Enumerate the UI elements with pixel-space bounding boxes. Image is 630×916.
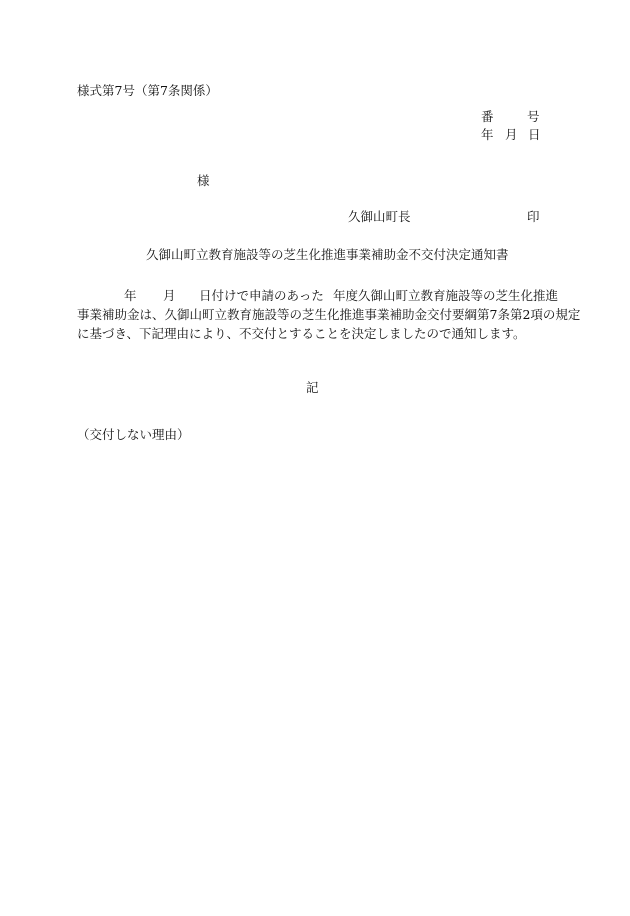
issuer-name: 久御山町長 (348, 209, 411, 224)
body-fiscal-year-text: 年度久御山町立教育施設等の芝生化推進 (333, 288, 559, 303)
ki-heading: 記 (306, 380, 319, 395)
body-line-3: に基づき、下記理由により、不交付とすることを決定しましたので通知します。 (77, 326, 526, 341)
reason-label: （交付しない理由） (77, 427, 190, 442)
body-month-label: 月 (163, 288, 176, 303)
notice-body (77, 288, 581, 347)
body-line-2: 事業補助金は、久御山町立教育施設等の芝生化推進事業補助金交付要綱第7条第2項の規定 (77, 307, 581, 322)
document-number-suffix: 号 (527, 109, 540, 124)
date-day-label: 日 (528, 127, 541, 142)
document-number-label: 番 (481, 109, 494, 124)
body-day-text: 日付けで申請のあった (199, 288, 324, 303)
date-year-label: 年 (481, 127, 494, 142)
addressee-suffix: 様 (197, 173, 210, 188)
date-month-label: 月 (505, 127, 518, 142)
body-year-label: 年 (124, 288, 137, 303)
form-label: 様式第7号（第7条関係） (77, 83, 218, 98)
seal-mark: 印 (527, 209, 540, 224)
document-title: 久御山町立教育施設等の芝生化推進事業補助金不交付決定通知書 (146, 247, 509, 262)
